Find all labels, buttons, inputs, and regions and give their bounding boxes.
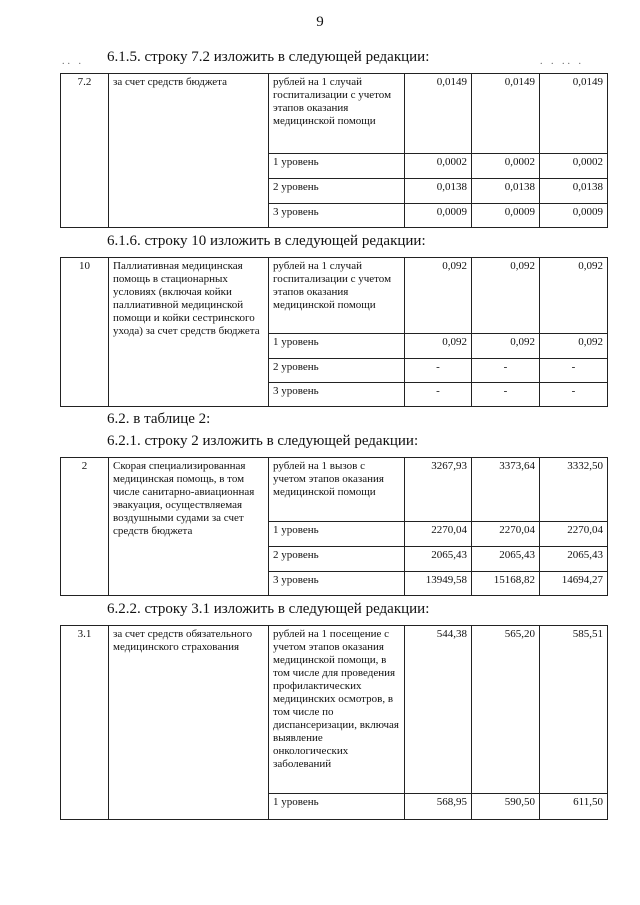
heading-6-1-6: 6.1.6. строку 10 изложить в следующей редакции: bbox=[107, 233, 426, 249]
value-cell: 0,0009 bbox=[540, 204, 608, 228]
row-code: 7.2 bbox=[61, 74, 109, 228]
scan-artifact-dots: . . .. . bbox=[540, 56, 584, 67]
value-cell: 544,38 bbox=[405, 626, 472, 794]
table-row bbox=[61, 626, 608, 794]
row-code: 2 bbox=[61, 458, 109, 596]
value-cell: 0,0149 bbox=[472, 74, 540, 154]
level-label: 2 уровень bbox=[269, 359, 405, 383]
value-cell: 565,20 bbox=[472, 626, 540, 794]
unit-label: рублей на 1 случай госпитализации с учетом этапов оказания медицинской помощи bbox=[269, 258, 405, 334]
value-cell: 0,092 bbox=[540, 334, 608, 359]
table-row-2 bbox=[60, 457, 608, 596]
level-label: 3 уровень bbox=[269, 572, 405, 596]
unit-label: рублей на 1 случай госпитализации с учетом этапов оказания медицинской помощи bbox=[269, 74, 405, 154]
value-cell: 0,0149 bbox=[540, 74, 608, 154]
heading-6-2: 6.2. в таблице 2: bbox=[107, 411, 211, 427]
table-row-3-1 bbox=[60, 625, 608, 820]
level-label: 1 уровень bbox=[269, 154, 405, 179]
table-row-7-2 bbox=[60, 73, 608, 228]
heading-6-2-2: 6.2.2. строку 3.1 изложить в следующей редакции: bbox=[107, 601, 430, 617]
value-cell: 0,092 bbox=[472, 258, 540, 334]
value-cell: 0,0009 bbox=[472, 204, 540, 228]
value-cell: - bbox=[540, 359, 608, 383]
table-row bbox=[61, 258, 608, 334]
value-cell: 0,092 bbox=[472, 334, 540, 359]
value-cell: 590,50 bbox=[472, 794, 540, 820]
table-row-10 bbox=[60, 257, 608, 407]
value-cell: 0,092 bbox=[405, 334, 472, 359]
value-cell: 15168,82 bbox=[472, 572, 540, 596]
value-cell: 0,0138 bbox=[405, 179, 472, 204]
value-cell: 0,0002 bbox=[472, 154, 540, 179]
unit-label: рублей на 1 вызов с учетом этапов оказания медицинской помощи bbox=[269, 458, 405, 522]
level-label: 1 уровень bbox=[269, 334, 405, 359]
value-cell: 2270,04 bbox=[405, 522, 472, 547]
value-cell: - bbox=[405, 383, 472, 407]
row-description: за счет средств обязательного медицинского страхования bbox=[109, 626, 269, 820]
scan-artifact-dots: .. . bbox=[62, 56, 84, 67]
value-cell: 2065,43 bbox=[540, 547, 608, 572]
table-row bbox=[61, 74, 608, 154]
table-row bbox=[61, 458, 608, 522]
value-cell: 0,0138 bbox=[540, 179, 608, 204]
value-cell: 0,0138 bbox=[472, 179, 540, 204]
value-cell: 0,092 bbox=[405, 258, 472, 334]
row-code: 10 bbox=[61, 258, 109, 407]
value-cell: - bbox=[472, 383, 540, 407]
row-description: Паллиативная медицинская помощь в стационарных условиях (включая койки паллиативной медицинской помощи и койки сестринского ухода) за счет средств бюджета bbox=[109, 258, 269, 407]
value-cell: 2065,43 bbox=[405, 547, 472, 572]
row-code: 3.1 bbox=[61, 626, 109, 820]
value-cell: 2270,04 bbox=[472, 522, 540, 547]
unit-label: рублей на 1 посещение с учетом этапов оказания медицинской помощи, в том числе для проведения профилактических медицинских осмотров, в том числе по диспансеризации, включая выявление онкологических заболеваний bbox=[269, 626, 405, 794]
level-label: 2 уровень bbox=[269, 547, 405, 572]
value-cell: 3267,93 bbox=[405, 458, 472, 522]
row-description: Скорая специализированная медицинская помощь, в том числе санитарно-авиационная эвакуация, осуществляемая воздушными судами за счет средств бюджета bbox=[109, 458, 269, 596]
value-cell: 0,0002 bbox=[405, 154, 472, 179]
value-cell: - bbox=[472, 359, 540, 383]
level-label: 2 уровень bbox=[269, 179, 405, 204]
value-cell: 0,0002 bbox=[540, 154, 608, 179]
value-cell: 585,51 bbox=[540, 626, 608, 794]
value-cell: 568,95 bbox=[405, 794, 472, 820]
value-cell: 3373,64 bbox=[472, 458, 540, 522]
level-label: 1 уровень bbox=[269, 522, 405, 547]
value-cell: 0,092 bbox=[540, 258, 608, 334]
value-cell: 3332,50 bbox=[540, 458, 608, 522]
value-cell: 2065,43 bbox=[472, 547, 540, 572]
level-label: 3 уровень bbox=[269, 383, 405, 407]
level-label: 3 уровень bbox=[269, 204, 405, 228]
page-number: 9 bbox=[316, 14, 324, 30]
level-label: 1 уровень bbox=[269, 794, 405, 820]
value-cell: 611,50 bbox=[540, 794, 608, 820]
value-cell: - bbox=[405, 359, 472, 383]
row-description: за счет средств бюджета bbox=[109, 74, 269, 228]
heading-6-2-1: 6.2.1. строку 2 изложить в следующей редакции: bbox=[107, 433, 419, 449]
value-cell: 0,0009 bbox=[405, 204, 472, 228]
heading-6-1-5: 6.1.5. строку 7.2 изложить в следующей редакции: bbox=[107, 49, 430, 65]
value-cell: 13949,58 bbox=[405, 572, 472, 596]
value-cell: - bbox=[540, 383, 608, 407]
value-cell: 14694,27 bbox=[540, 572, 608, 596]
value-cell: 0,0149 bbox=[405, 74, 472, 154]
value-cell: 2270,04 bbox=[540, 522, 608, 547]
